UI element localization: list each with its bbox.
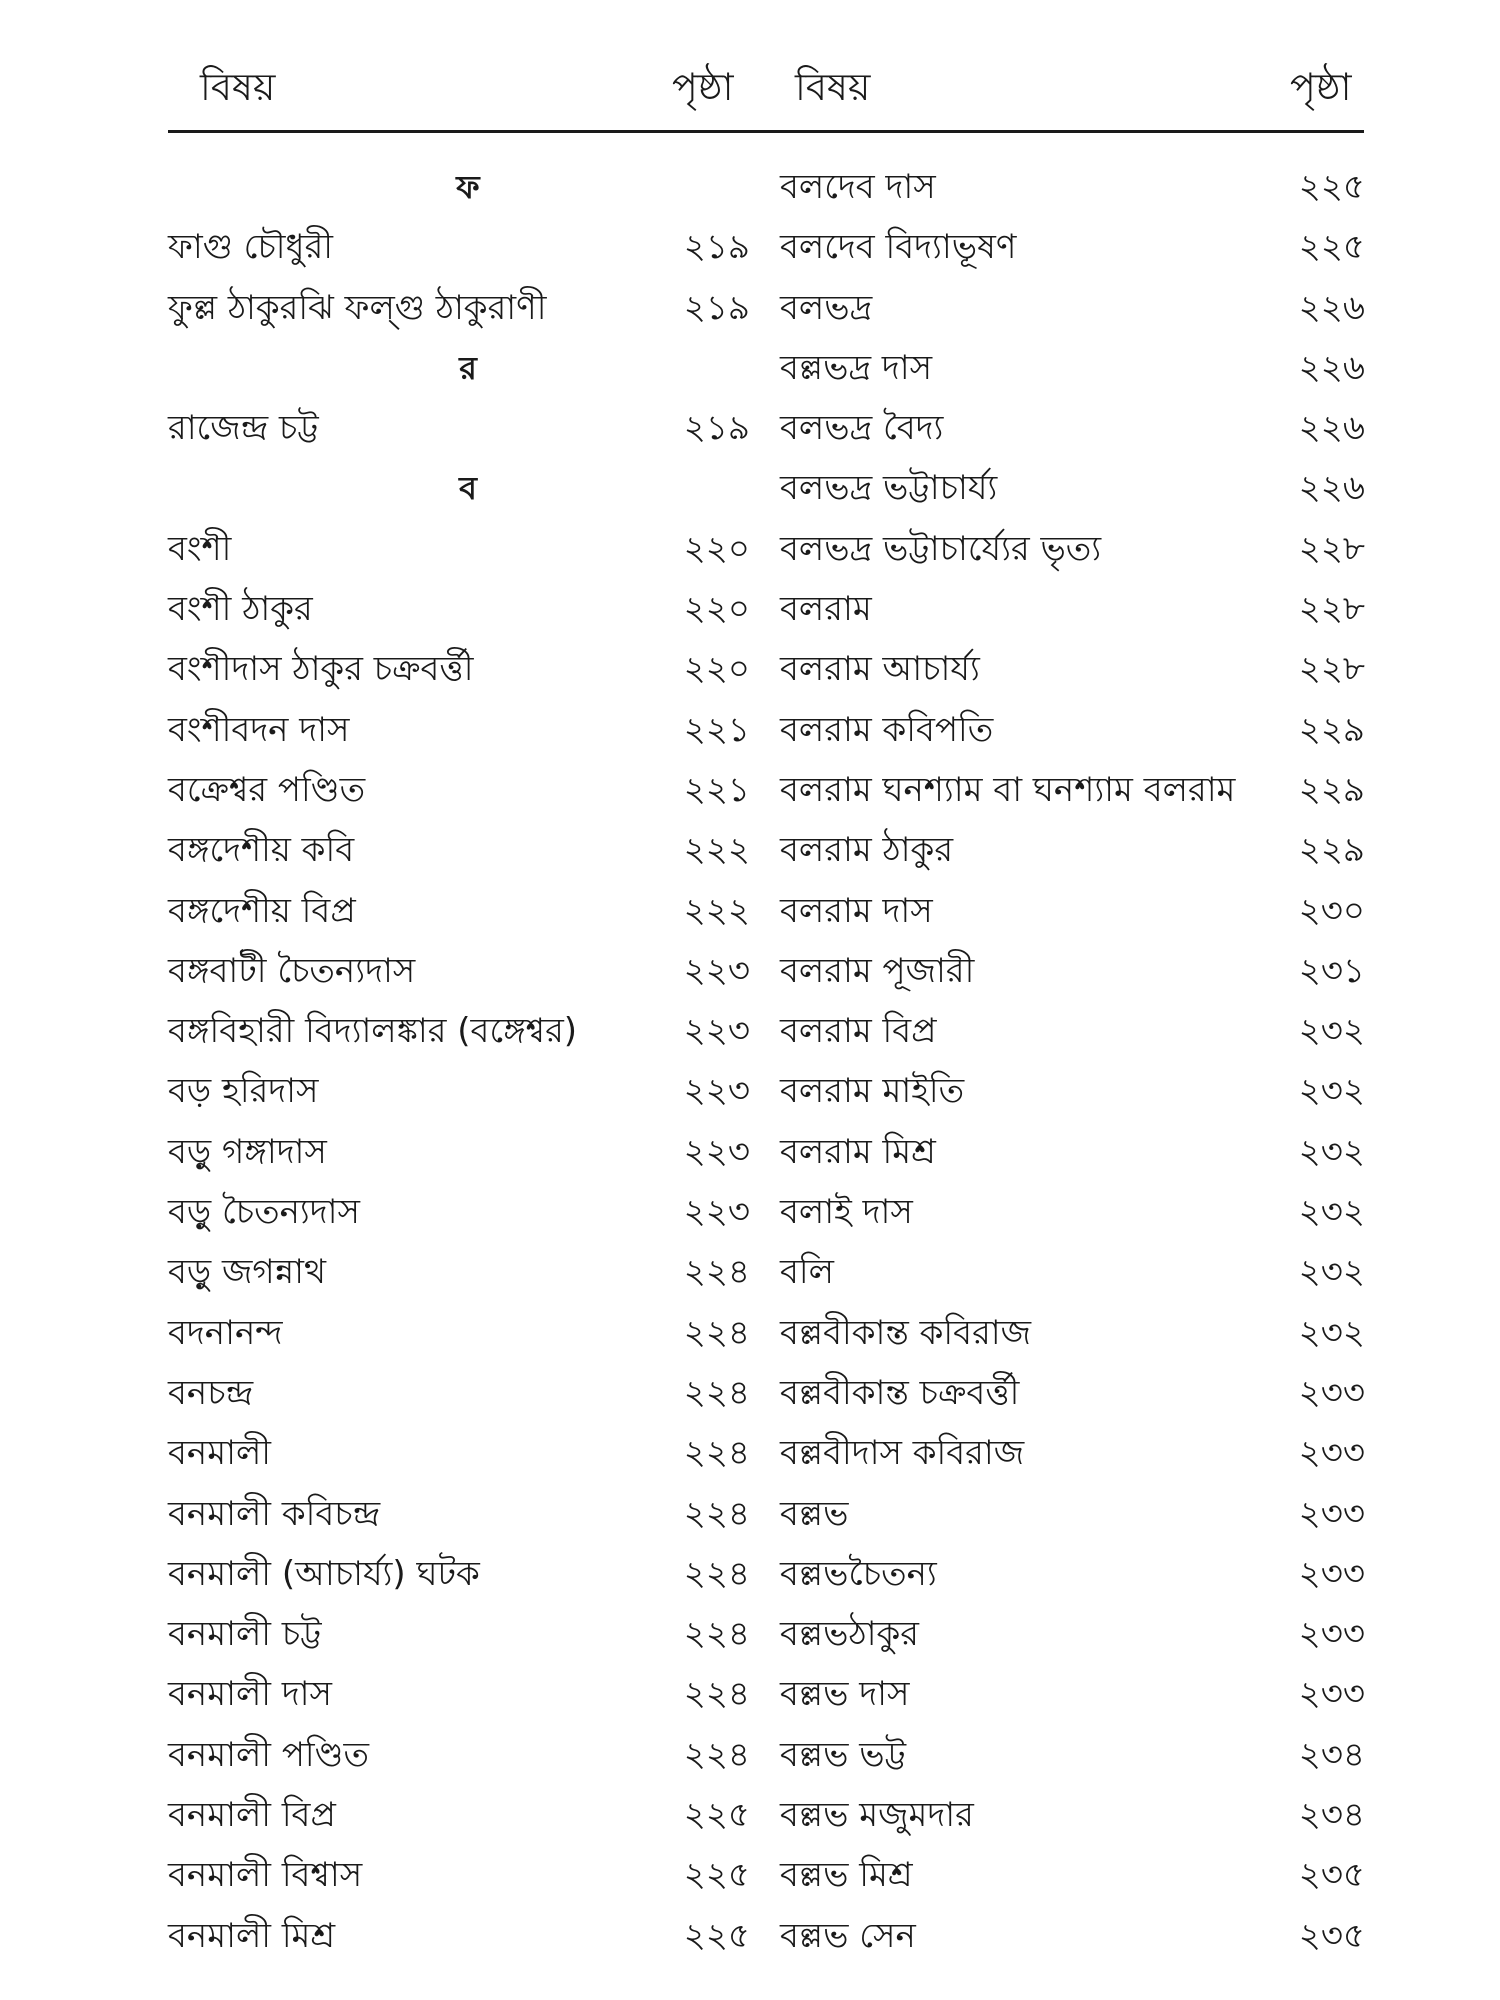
index-entry	[168, 820, 768, 880]
entry-page-number: ২২০	[683, 528, 750, 569]
index-entry	[780, 217, 1365, 277]
entry-subject: বড়ু চৈতন্যদাস	[168, 1192, 360, 1233]
index-entry	[780, 1061, 1365, 1121]
index-entry	[780, 1122, 1365, 1182]
entry-subject: বঙ্গবাটী চৈতন্যদাস	[168, 950, 416, 991]
index-entry	[780, 820, 1365, 880]
right-subject-header: বিষয়	[795, 65, 871, 109]
entry-subject: বঙ্গদেশীয় বিপ্র	[168, 890, 356, 931]
index-entry	[168, 1484, 768, 1544]
index-entry	[168, 217, 768, 277]
index-entry	[780, 881, 1365, 941]
index-entry	[168, 881, 768, 941]
entry-page-number: ২২৬	[1298, 347, 1365, 388]
section-letter-row	[168, 458, 768, 518]
index-entry	[780, 1785, 1365, 1845]
entry-page-number: ২২৫	[683, 1915, 750, 1956]
entry-subject: বনমালী দাস	[168, 1674, 333, 1715]
index-entry	[168, 1182, 768, 1242]
index-entry	[780, 1423, 1365, 1483]
entry-page-number: ২২১	[683, 709, 750, 750]
section-letter-row	[168, 157, 768, 217]
entry-page-number: ২২৫	[683, 1795, 750, 1836]
entry-page-number: ২২৮	[1298, 589, 1365, 630]
index-entry	[168, 700, 768, 760]
index-entry	[780, 1544, 1365, 1604]
entry-subject: বনমালী (আচার্য্য) ঘটক	[168, 1553, 480, 1594]
index-entry	[168, 1906, 768, 1966]
entry-page-number: ২২৪	[683, 1614, 750, 1655]
entry-page-number: ২২৫	[683, 1855, 750, 1896]
entry-page-number: ২৩৩	[1298, 1674, 1365, 1715]
entry-subject: বলরাম দাস	[780, 890, 933, 931]
entry-page-number: ২২৩	[683, 1192, 750, 1233]
entry-subject: বল্লভদ্র দাস	[780, 347, 933, 388]
index-entry	[780, 1664, 1365, 1724]
entry-subject: বংশীবদন দাস	[168, 709, 350, 750]
entry-page-number: ২২০	[683, 589, 750, 630]
entry-subject: বলদেব দাস	[780, 167, 936, 207]
entry-subject: বনমালী	[168, 1433, 272, 1474]
entry-subject: ফুল্ল ঠাকুরঝি ফল্গু ঠাকুরাণী	[168, 287, 547, 328]
index-entry	[780, 639, 1365, 699]
entry-page-number: ২২৯	[1298, 830, 1365, 871]
entry-page-number: ২৩৩	[1298, 1614, 1365, 1655]
entry-page-number: ২২১	[683, 769, 750, 810]
section-letter: র	[459, 348, 477, 387]
entry-subject: রাজেন্দ্র চট্ট	[168, 408, 319, 449]
entry-subject: বড়ু গঙ্গাদাস	[168, 1131, 327, 1172]
entry-page-number: ২২৩	[683, 1011, 750, 1052]
entry-page-number: ২২৪	[683, 1553, 750, 1594]
entry-page-number: ২২৪	[683, 1493, 750, 1534]
entry-page-number: ২৩২	[1298, 1071, 1365, 1112]
entry-page-number: ২৩২	[1298, 1131, 1365, 1172]
entry-subject: বনমালী বিপ্র	[168, 1795, 336, 1836]
entry-subject: বনচন্দ্র	[168, 1372, 254, 1413]
left-page-header: পৃষ্ঠা	[672, 65, 734, 109]
index-entry	[168, 760, 768, 820]
entry-subject: বলি	[780, 1252, 834, 1293]
entry-page-number: ২৩৫	[1298, 1855, 1365, 1896]
index-entry	[168, 1001, 768, 1061]
entry-page-number: ২৩২	[1298, 1312, 1365, 1353]
entry-page-number: ২২৩	[683, 1131, 750, 1172]
entry-subject: বলরাম	[780, 589, 872, 630]
entry-subject: বনমালী কবিচন্দ্র	[168, 1493, 381, 1534]
entry-page-number: ২১৯	[683, 227, 750, 268]
entry-subject: বল্লভ দাস	[780, 1674, 910, 1715]
entry-subject: বঙ্গদেশীয় কবি	[168, 830, 355, 871]
index-entry	[168, 1604, 768, 1664]
entry-page-number: ২১৯	[683, 287, 750, 328]
entry-subject: বনমালী বিশ্বাস	[168, 1855, 363, 1896]
entry-page-number: ২২৫	[1298, 227, 1365, 268]
index-entry	[780, 398, 1365, 458]
entry-subject: বলভদ্র ভট্টাচার্য্য	[780, 468, 998, 509]
left-subject-header: বিষয়	[200, 65, 276, 109]
entry-subject: বলরাম আচার্য্য	[780, 649, 980, 690]
entry-subject: বড়ু জগন্নাথ	[168, 1252, 326, 1293]
index-entry	[780, 941, 1365, 1001]
index-entry	[780, 338, 1365, 398]
entry-page-number: ২২৬	[1298, 287, 1365, 328]
section-letter-row	[168, 338, 768, 398]
entry-page-number: ২২৪	[683, 1252, 750, 1293]
index-entry	[780, 1001, 1365, 1061]
entry-subject: বলরাম বিপ্র	[780, 1011, 937, 1052]
index-entry	[168, 1423, 768, 1483]
entry-subject: বলদেব বিদ্যাভূষণ	[780, 227, 1017, 268]
index-entry	[168, 1122, 768, 1182]
entry-subject: বলভদ্র বৈদ্য	[780, 408, 944, 449]
header-rule	[168, 130, 1364, 133]
entry-subject: বংশী	[168, 528, 232, 569]
index-entry	[780, 458, 1365, 518]
entry-page-number: ২৩৩	[1298, 1433, 1365, 1474]
index-entry	[168, 941, 768, 1001]
entry-subject: বলরাম ঠাকুর	[780, 830, 954, 871]
entry-subject: বল্লভ	[780, 1493, 849, 1534]
entry-page-number: ২৩২	[1298, 1011, 1365, 1052]
entry-subject: বদনানন্দ	[168, 1312, 283, 1353]
index-entry	[780, 1725, 1365, 1785]
entry-page-number: ২২৪	[683, 1372, 750, 1413]
index-entry	[780, 1363, 1365, 1423]
entry-subject: বলরাম পূজারী	[780, 950, 975, 991]
entry-page-number: ২২০	[683, 649, 750, 690]
entry-subject: বড় হরিদাস	[168, 1071, 319, 1112]
entry-subject: বল্লবীদাস কবিরাজ	[780, 1433, 1025, 1474]
index-entry	[168, 1664, 768, 1724]
entry-subject: বংশীদাস ঠাকুর চক্রবর্ত্তী	[168, 649, 474, 690]
entry-page-number: ২২৩	[683, 1071, 750, 1112]
index-entry	[780, 1604, 1365, 1664]
entry-page-number: ২৩৫	[1298, 1915, 1365, 1956]
index-entry	[780, 1484, 1365, 1544]
entry-subject: বল্লভঠাকুর	[780, 1614, 919, 1655]
section-letter: ব	[459, 469, 477, 508]
index-entry	[168, 278, 768, 338]
index-entry	[780, 278, 1365, 338]
index-entry	[168, 1303, 768, 1363]
entry-page-number: ২২৪	[683, 1674, 750, 1715]
entry-page-number: ২২৪	[683, 1734, 750, 1775]
entry-subject: বলভদ্র	[780, 287, 873, 328]
index-entry	[780, 1303, 1365, 1363]
right-page-header: পৃষ্ঠা	[1290, 65, 1352, 109]
entry-subject: বলরাম ঘনশ্যাম বা ঘনশ্যাম বলরাম	[780, 769, 1236, 810]
entry-subject: বলভদ্র ভট্টাচার্য্যের ভৃত্য	[780, 528, 1102, 569]
index-entry	[168, 1845, 768, 1905]
entry-page-number: ২২৬	[1298, 408, 1365, 449]
entry-subject: বনমালী মিশ্র	[168, 1915, 336, 1956]
index-entry	[168, 1061, 768, 1121]
entry-subject: বংশী ঠাকুর	[168, 589, 313, 630]
entry-subject: বল্লভ মিশ্র	[780, 1855, 913, 1896]
entry-page-number: ২৩৩	[1298, 1493, 1365, 1534]
entry-page-number: ২৩২	[1298, 1252, 1365, 1293]
entry-page-number: ২২৯	[1298, 769, 1365, 810]
entry-page-number: ২৩৩	[1298, 1553, 1365, 1594]
index-entry	[168, 639, 768, 699]
index-entry	[168, 1725, 768, 1785]
entry-subject: বলরাম কবিপতি	[780, 709, 994, 750]
section-letter: ফ	[456, 168, 480, 206]
entry-subject: বলাই দাস	[780, 1192, 913, 1233]
entry-subject: বলরাম মিশ্র	[780, 1131, 936, 1172]
index-entry	[168, 1363, 768, 1423]
entry-subject: ফাগু চৌধুরী	[168, 227, 334, 268]
entry-subject: বল্লবীকান্ত চক্রবর্ত্তী	[780, 1372, 1020, 1413]
entry-page-number: ২৩১	[1298, 950, 1365, 991]
entry-page-number: ২৩২	[1298, 1192, 1365, 1233]
entry-page-number: ২১৯	[683, 408, 750, 449]
index-entry	[780, 760, 1365, 820]
entry-page-number: ২২৩	[683, 950, 750, 991]
entry-page-number: ২৩০	[1298, 890, 1365, 931]
entry-subject: বক্রেশ্বর পণ্ডিত	[168, 769, 366, 810]
entry-subject: বনমালী পণ্ডিত	[168, 1734, 369, 1775]
index-entry	[780, 1242, 1365, 1302]
entry-page-number: ২২৮	[1298, 528, 1365, 569]
index-entry	[780, 1845, 1365, 1905]
entry-page-number: ২২২	[683, 890, 750, 931]
entry-page-number: ২৩৪	[1298, 1734, 1365, 1775]
entry-subject: বল্লবীকান্ত কবিরাজ	[780, 1312, 1032, 1353]
index-entry	[168, 519, 768, 579]
index-entry	[780, 519, 1365, 579]
entry-subject: বল্লভচৈতন্য	[780, 1553, 937, 1594]
entry-subject: বলরাম মাইতি	[780, 1071, 965, 1112]
right-index-column	[780, 157, 1365, 1966]
entry-page-number: ২২৯	[1298, 709, 1365, 750]
entry-page-number: ২২৬	[1298, 468, 1365, 509]
index-entry	[780, 1906, 1365, 1966]
entry-subject: বল্লভ সেন	[780, 1915, 916, 1956]
entry-page-number: ২২৫	[1298, 167, 1365, 207]
entry-page-number: ২৩৩	[1298, 1372, 1365, 1413]
index-entry	[168, 1785, 768, 1845]
index-entry	[168, 1544, 768, 1604]
left-index-column	[168, 157, 768, 1966]
index-entry	[780, 157, 1365, 217]
index-entry	[168, 398, 768, 458]
index-entry	[168, 579, 768, 639]
entry-page-number: ২২৪	[683, 1312, 750, 1353]
entry-page-number: ২২৮	[1298, 649, 1365, 690]
entry-subject: বল্লভ ভট্ট	[780, 1734, 907, 1775]
entry-page-number: ২২৪	[683, 1433, 750, 1474]
entry-subject: বঙ্গবিহারী বিদ্যালঙ্কার (বঙ্গেশ্বর)	[168, 1011, 578, 1052]
index-entry	[168, 1242, 768, 1302]
entry-subject: বনমালী চট্ট	[168, 1614, 322, 1655]
entry-subject: বল্লভ মজুমদার	[780, 1795, 974, 1836]
index-entry	[780, 1182, 1365, 1242]
entry-page-number: ২২২	[683, 830, 750, 871]
index-entry	[780, 579, 1365, 639]
entry-page-number: ২৩৪	[1298, 1795, 1365, 1836]
index-entry	[780, 700, 1365, 760]
